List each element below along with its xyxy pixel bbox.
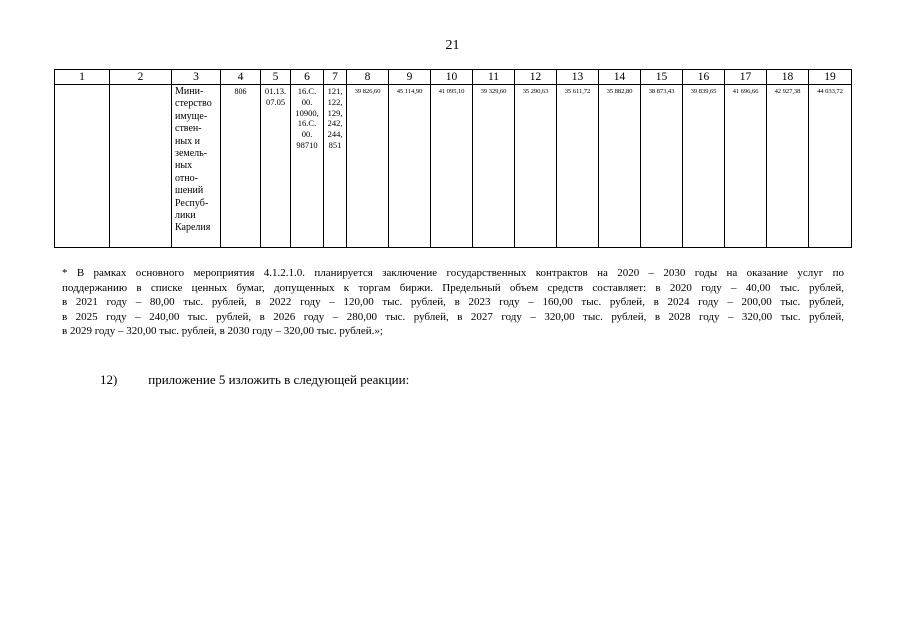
target-code-line: 16.С.: [297, 86, 317, 96]
target-code-line: 16.С.: [297, 118, 317, 129]
column-header: 7: [324, 70, 347, 85]
column-header: 17: [725, 70, 767, 85]
ministry-name-line: имуще-: [175, 110, 208, 122]
amount-cell: 45 114,90: [389, 85, 431, 248]
expense-type-cell: [324, 85, 347, 248]
list-item-12: [100, 372, 409, 388]
expense-type-line: 122,: [327, 96, 343, 107]
target-code-line: 00.: [301, 96, 313, 107]
ministry-name-line: лики: [175, 210, 196, 222]
amount-cell: 35 290,63: [515, 85, 557, 248]
footnote-line: * В рамках основного мероприятия 4.1.2.1.0. планируется заключение государственных контрактов на 2020 – 2030 годы на оказание услуг по: [62, 267, 844, 279]
column-header: 8: [347, 70, 389, 85]
ministry-name-line: Карелия: [175, 222, 211, 234]
column-header: 12: [515, 70, 557, 85]
section-code-cell: [261, 85, 291, 248]
footnote-line: в 2021 году – 80,00 тыс. рублей, в 2022 году – 120,00 тыс. рублей, в 2023 году – 160,00 тыс. рублей, в 2024 году – 200,00 тыс. рублей,: [62, 296, 844, 309]
column-header: 9: [389, 70, 431, 85]
list-item-text: приложение 5 изложить в следующей реакции:: [148, 372, 410, 387]
column-header: 18: [767, 70, 809, 85]
amount-cell: 41 095,10: [431, 85, 473, 248]
amount-cell: 44 033,72: [809, 85, 852, 248]
code-cell: 806: [221, 85, 261, 248]
column-header: 4: [221, 70, 261, 85]
column-header: 19: [809, 70, 852, 85]
ministry-name-line: ствен-: [175, 123, 202, 135]
expense-type-line: 851: [328, 139, 342, 150]
amount-cell: 39 329,60: [473, 85, 515, 248]
target-code-line: 00.: [301, 129, 313, 140]
expense-type-line: 129,: [327, 107, 343, 118]
column-header: 14: [599, 70, 641, 85]
column-header: 11: [473, 70, 515, 85]
column-header: 2: [110, 70, 172, 85]
page-number: 21: [445, 38, 460, 53]
expense-type-line: 121,: [327, 86, 343, 96]
budget-table: [54, 69, 852, 248]
table-cell-col1: [55, 85, 110, 248]
amount-cell: 35 611,72: [557, 85, 599, 248]
column-header: 5: [261, 70, 291, 85]
section-code-line: 01.13.: [264, 86, 287, 96]
section-code-line: 07.05: [265, 96, 286, 107]
ministry-name-line: ных и: [175, 135, 200, 147]
footnote-line: в 2029 году – 320,00 тыс. рублей, в 2030 году – 320,00 тыс. рублей.»;: [62, 325, 383, 338]
expense-type-line: 244,: [327, 129, 343, 140]
column-header: 1: [55, 70, 110, 85]
amount-cell: 41 696,66: [725, 85, 767, 248]
ministry-name-line: Респуб-: [175, 197, 209, 209]
column-header: 16: [683, 70, 725, 85]
ministry-name-cell: [172, 85, 221, 248]
ministry-name-line: отно-: [175, 172, 198, 184]
ministry-name-line: земель-: [175, 148, 208, 160]
table-cell-col2: [110, 85, 172, 248]
target-code-cell: [291, 85, 324, 248]
table-header-row: [55, 70, 852, 85]
column-header: 15: [641, 70, 683, 85]
column-header: 3: [172, 70, 221, 85]
list-item-number: 12): [100, 372, 118, 387]
amount-cell: 38 873,43: [641, 85, 683, 248]
ministry-name-line: стерство: [175, 98, 212, 110]
footnote-line: поддержанию в списке ценных бумаг, допущенных к торгам биржи. Предельный объем средств составляет: в 2020 году – 40,00 тыс. рублей,: [62, 281, 844, 294]
footnote: [62, 266, 844, 339]
column-header: 13: [557, 70, 599, 85]
amount-cell: 42 927,38: [767, 85, 809, 248]
ministry-name-line: ных: [175, 160, 193, 172]
target-code-line: 10900,: [295, 107, 319, 118]
column-header: 6: [291, 70, 324, 85]
ministry-name-line: Мини-: [175, 86, 204, 97]
amount-cell: 39 839,65: [683, 85, 725, 248]
ministry-name-line: шений: [175, 185, 204, 197]
expense-type-line: 242,: [327, 118, 343, 129]
footnote-line: в 2025 году – 240,00 тыс. рублей, в 2026 году – 280,00 тыс. рублей, в 2027 году – 320,00 тыс. рублей, в 2028 году – 320,00 тыс. рублей,: [62, 310, 844, 323]
target-code-line: 98710: [296, 139, 318, 150]
amount-cell: 39 826,60: [347, 85, 389, 248]
column-header: 10: [431, 70, 473, 85]
table-row: [55, 85, 852, 248]
amount-cell: 35 882,80: [599, 85, 641, 248]
